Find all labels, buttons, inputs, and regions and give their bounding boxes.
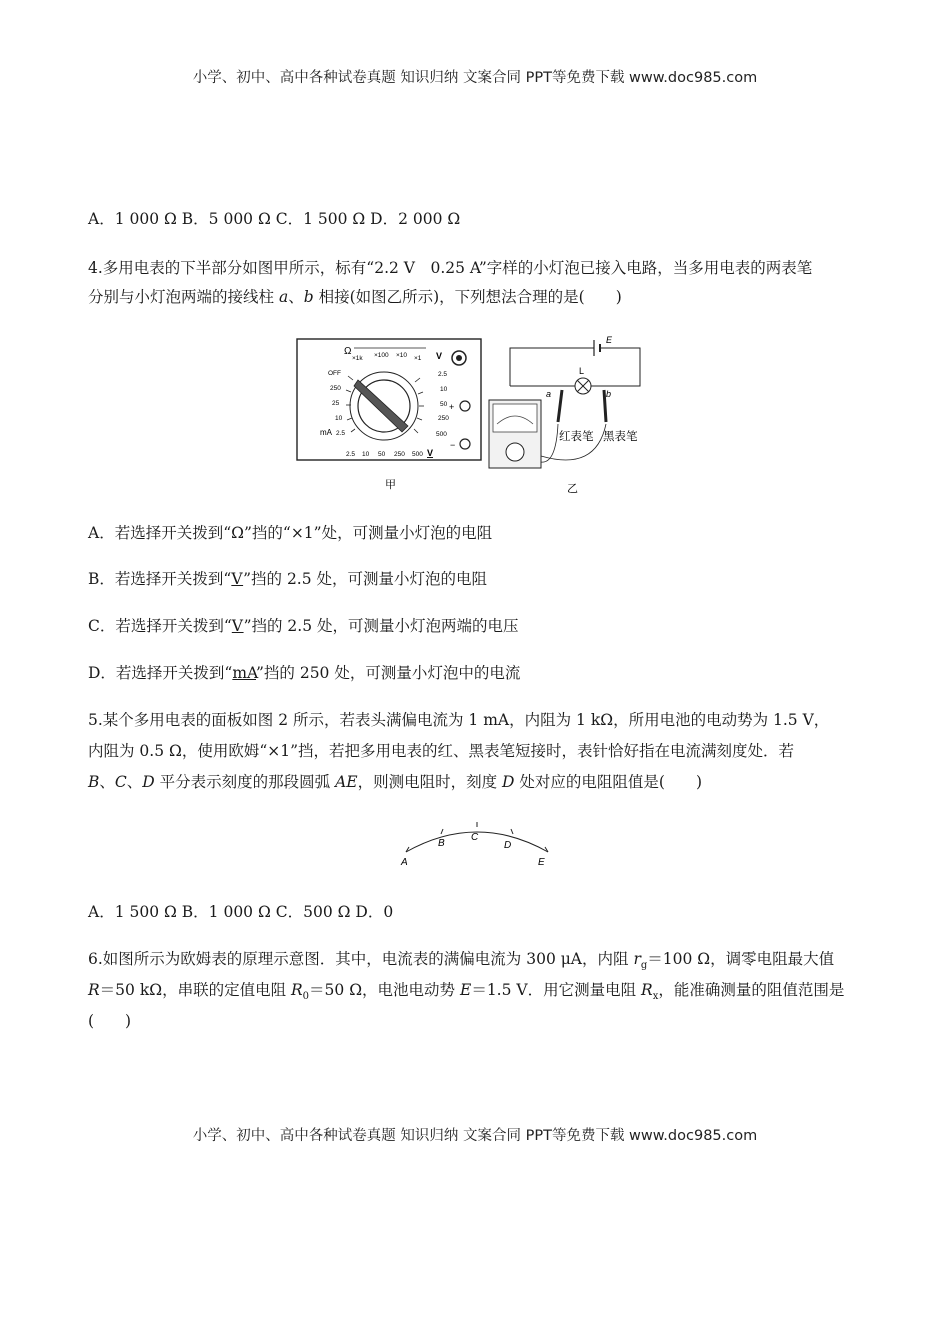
right-label-2-5: 2.5 <box>438 371 448 378</box>
omega-label: Ω <box>344 346 352 357</box>
bottom-label-500: 500 <box>412 451 423 458</box>
q4-option-b-pre: B．若选择开关拨到“ <box>88 570 232 588</box>
arc-label-b: B <box>438 838 445 849</box>
q6-text: ＝50 Ω，电池电动势 <box>309 981 460 999</box>
left-label-10: 10 <box>335 415 343 422</box>
sub-g: g <box>640 960 648 972</box>
right-label-500: 500 <box>436 431 447 438</box>
q4-option-c-unit: V <box>231 617 244 635</box>
arc-label-c: C <box>471 832 479 843</box>
multimeter-dial-diagram <box>296 338 482 496</box>
bottom-label-50: 50 <box>378 451 386 458</box>
q6-line1 <box>88 949 868 976</box>
scale-arc-figure <box>396 818 558 876</box>
q6-text: 6.如图所示为欧姆表的原理示意图．其中，电流表的满偏电流为 300 μA，内阻 <box>88 950 634 968</box>
q4-text: 分别与小灯泡两端的接线柱 <box>88 288 279 306</box>
q4-option-c-post: ”挡的 2.5 处，可测量小灯泡两端的电压 <box>243 617 519 635</box>
ohm-range-1k: ×1k <box>352 355 363 362</box>
q6-text: ＝50 kΩ，串联的定值电阻 <box>99 981 291 999</box>
right-label-250: 250 <box>438 415 449 422</box>
v-label-top: V <box>436 351 443 361</box>
sep: 、 <box>126 773 143 791</box>
page-header: 小学、初中、高中各种试卷真题 知识归纳 文案合同 PPT等免费下载 www.doc985.com <box>192 70 758 86</box>
scale-arc-diagram <box>396 818 558 872</box>
q4-option-a: A．若选择开关拨到“Ω”挡的“×1”处，可测量小灯泡的电阻 <box>88 524 493 542</box>
var-B: B <box>88 773 100 791</box>
tick-d <box>511 829 513 834</box>
multimeter-dial-icon[interactable] <box>506 443 524 461</box>
terminal-b-label: b <box>606 389 612 399</box>
q4-stem-line1: 4.多用电表的下半部分如图甲所示，标有“2.2 V 0.25 A”字样的小灯泡已接入电路，当多用电表的两表笔 <box>88 259 813 277</box>
ohm-range-1: ×1 <box>414 355 422 362</box>
q6-line2 <box>88 980 868 1007</box>
var-C: C <box>114 773 127 791</box>
sub-0: 0 <box>302 991 310 1003</box>
arc-label-a: A <box>401 857 408 868</box>
left-label-off: OFF <box>328 370 341 377</box>
q6-text: ＝1.5 V．用它测量电阻 <box>471 981 642 999</box>
q5-line2: 内阻为 0.5 Ω，使用欧姆“×1”挡，若把多用电表的红、黑表笔短接时，表针恰好指在电流满刻度处．若 <box>88 742 795 760</box>
q6-text: ，能准确测量的阻值范围是 <box>658 981 845 999</box>
red-probe-icon[interactable] <box>558 390 562 422</box>
q4-option-b <box>88 569 868 589</box>
q4-text: 相接(如图乙所示)，下列想法合理的是( ) <box>313 288 622 306</box>
left-label-25: 25 <box>332 400 340 407</box>
arc-label-d: D <box>504 840 512 851</box>
minus-label: − <box>450 440 456 450</box>
q5-line3 <box>88 772 868 792</box>
var-R0: R <box>291 981 303 999</box>
var-E: E <box>459 981 472 999</box>
q5-text: 处对应的电阻阻值是( ) <box>514 773 703 791</box>
black-probe-icon[interactable] <box>604 390 606 422</box>
q4-option-d-post: ”挡的 250 处，可测量小灯泡中的电流 <box>255 664 521 682</box>
wire-loop <box>510 348 640 386</box>
plus-jack-icon[interactable] <box>460 401 470 411</box>
var-AE: AE <box>335 773 358 791</box>
var-a: a <box>278 288 289 306</box>
q4-option-c <box>88 616 868 636</box>
var-R: R <box>88 981 100 999</box>
right-label-50: 50 <box>440 401 448 408</box>
q4-option-b-unit: V <box>231 570 244 588</box>
var-D: D <box>142 773 155 791</box>
left-label-2-5: 2.5 <box>336 430 346 437</box>
q3-options: A．1 000 Ω B．5 000 Ω C．1 500 Ω D．2 000 Ω <box>88 210 461 228</box>
q6-line3: ( ) <box>88 1012 132 1030</box>
bottom-label-2-5: 2.5 <box>346 451 356 458</box>
tick-b <box>441 829 443 834</box>
caption-yi: 乙 <box>567 483 578 495</box>
caption-jia: 甲 <box>385 479 396 491</box>
arc-label-e: E <box>538 857 545 868</box>
red-probe-label: 红表笔 <box>559 431 594 443</box>
lamp-label: L <box>579 366 585 376</box>
plus-label: + <box>449 402 455 412</box>
q5-options: A．1 500 Ω B．1 000 Ω C．500 Ω D．0 <box>88 903 394 921</box>
q5-text: ，则测电阻时，刻度 <box>357 773 503 791</box>
var-r: r <box>633 950 641 968</box>
var-D: D <box>502 773 515 791</box>
adjust-knob-center <box>456 355 462 361</box>
q4-option-d-pre: D．若选择开关拨到“ <box>88 664 233 682</box>
q4-option-d-unit: mA <box>232 664 256 682</box>
multimeter-screen <box>493 404 537 432</box>
q5-line1: 5.某个多用电表的面板如图 2 所示，若表头满偏电流为 1 mA，内阻为 1 kΩ，所用电池的电动势为 1.5 V， <box>88 711 830 729</box>
page-footer: 小学、初中、高中各种试卷真题 知识归纳 文案合同 PPT等免费下载 www.doc985.com <box>192 1128 758 1144</box>
q4-sep: 、 <box>288 288 304 306</box>
var-b: b <box>303 288 314 306</box>
minus-jack-icon[interactable] <box>460 439 470 449</box>
right-label-10: 10 <box>440 386 448 393</box>
figure-yi <box>486 332 646 500</box>
black-probe-label: 黑表笔 <box>603 431 638 443</box>
q5-text: 平分表示刻度的那段圆弧 <box>154 773 336 791</box>
circuit-diagram <box>486 332 646 496</box>
left-label-250: 250 <box>330 385 341 392</box>
sub-x: x <box>652 991 659 1003</box>
q4-option-b-post: ”挡的 2.5 处，可测量小灯泡的电阻 <box>243 570 488 588</box>
bottom-label-10: 10 <box>362 451 370 458</box>
q4-option-d <box>88 663 868 683</box>
ma-label: mA <box>320 428 332 437</box>
bottom-v-label: V <box>427 448 434 458</box>
emf-label: E <box>606 335 613 345</box>
ohm-range-100: ×100 <box>374 352 389 359</box>
q6-text: ＝100 Ω，调零电阻最大值 <box>647 950 835 968</box>
q4-option-c-pre: C．若选择开关拨到“ <box>88 617 232 635</box>
ohm-range-10: ×10 <box>396 352 408 359</box>
bottom-label-250: 250 <box>394 451 405 458</box>
var-Rx: R <box>641 981 653 999</box>
q4-stem-line2 <box>88 287 868 307</box>
terminal-a-label: a <box>546 389 552 399</box>
sep: 、 <box>99 773 115 791</box>
figure-jia <box>296 338 482 500</box>
